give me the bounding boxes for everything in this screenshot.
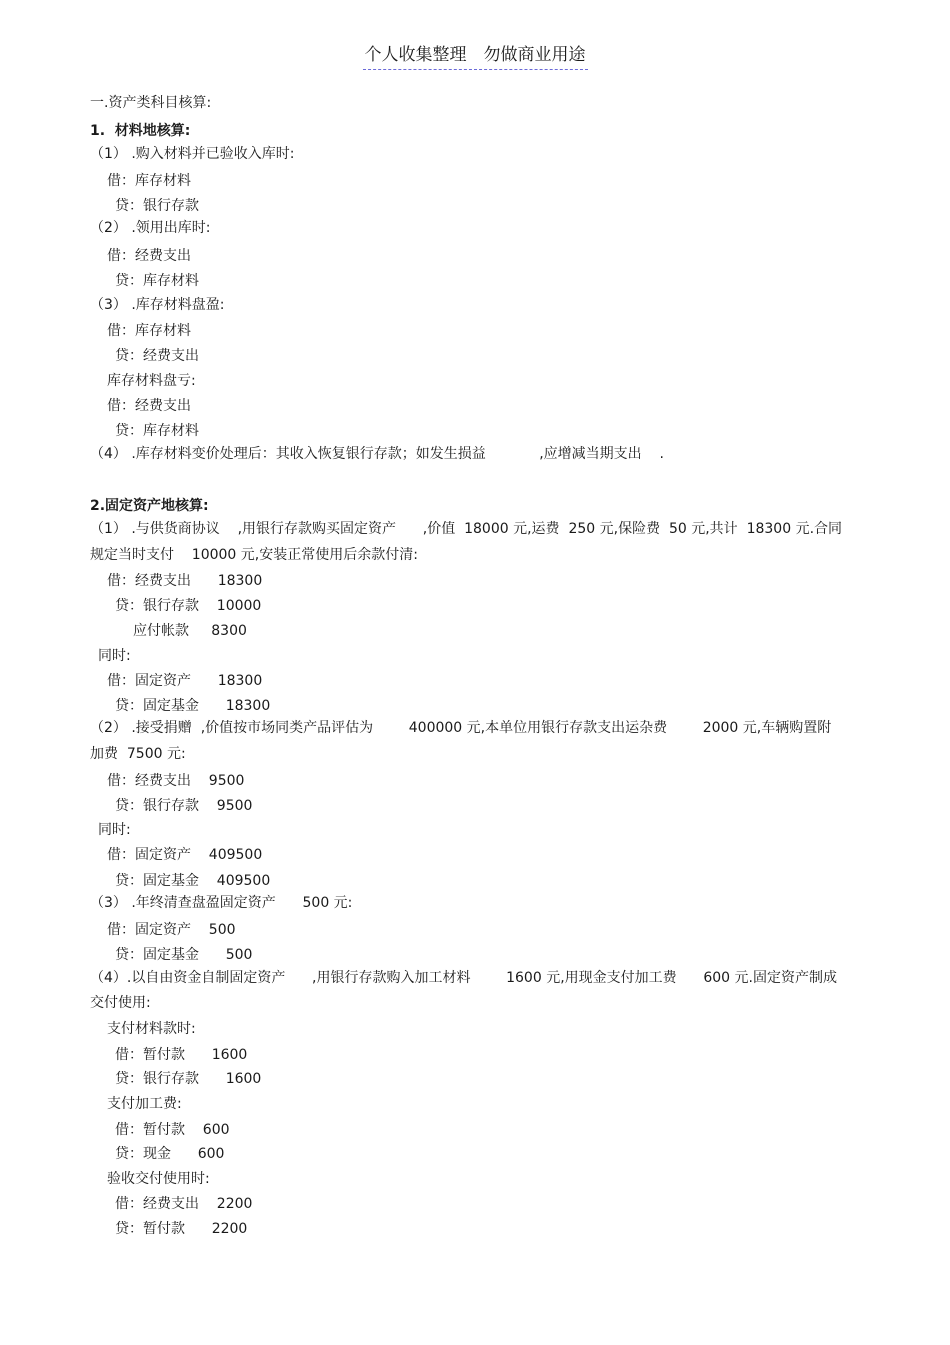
debit-line: 借：经费支出 18300: [107, 573, 263, 589]
debit-line: 借：固定资产 18300: [107, 673, 263, 689]
paragraph-line: （4）.以自由资金自制固定资产 ,用银行存款购入加工材料 1600 元,用现金支付加工费 600 元.固定资产制成: [90, 970, 837, 986]
credit-line: 贷：银行存款 9500: [115, 798, 253, 814]
debit-line: 借：经费支出: [107, 248, 191, 264]
debit-line: 借：库存材料: [107, 323, 191, 339]
debit-line: 借：固定资产 409500: [107, 847, 263, 863]
credit-line: 贷：固定基金 500: [115, 947, 253, 963]
debit-line: 借：库存材料: [107, 173, 191, 189]
debit-line: 借：经费支出 9500: [107, 773, 245, 789]
debit-line: 借：暂付款 1600: [115, 1047, 248, 1063]
credit-line: 贷：经费支出: [115, 348, 199, 364]
sub-item: 同时:: [98, 648, 131, 664]
debit-line: 借：固定资产 500: [107, 922, 236, 938]
page-header: [0, 40, 950, 65]
paragraph-line: 交付使用:: [90, 995, 151, 1011]
credit-line: 应付帐款 8300: [133, 623, 247, 639]
sub-item: 支付加工费:: [107, 1096, 182, 1112]
item-heading: （3） .库存材料盘盈:: [90, 297, 225, 313]
header-text: 个人收集整理 勿做商业用途: [363, 45, 588, 70]
credit-line: 贷：库存材料: [115, 273, 199, 289]
sub-item: 验收交付使用时:: [107, 1171, 210, 1187]
item-heading: （2） .领用出库时:: [90, 220, 211, 236]
paragraph-line: 规定当时支付 10000 元,安装正常使用后余款付清:: [90, 547, 418, 563]
paragraph-line: （3） .年终清查盘盈固定资产 500 元:: [90, 895, 353, 911]
debit-line: 借：经费支出 2200: [115, 1196, 253, 1212]
credit-line: 贷：库存材料: [115, 423, 199, 439]
debit-line: 借：暂付款 600: [115, 1122, 230, 1138]
subsection-title: 2.固定资产地核算:: [90, 498, 209, 514]
item-heading: （1） .购入材料并已验收入库时:: [90, 146, 295, 162]
credit-line: 贷：银行存款 1600: [115, 1071, 262, 1087]
credit-line: 贷：暂付款 2200: [115, 1221, 248, 1237]
section-title: 一.资产类科目核算:: [90, 95, 212, 111]
credit-line: 贷：现金 600: [115, 1146, 225, 1162]
credit-line: 贷：固定基金 18300: [115, 698, 271, 714]
sub-item: 同时:: [98, 822, 131, 838]
credit-line: 贷：银行存款 10000: [115, 598, 262, 614]
paragraph-line: （1） .与供货商协议 ,用银行存款购买固定资产 ,价值 18000 元,运费 250 元,保险费 50 元,共计 18300 元.合同: [90, 521, 843, 537]
debit-line: 借：经费支出: [107, 398, 191, 414]
credit-line: 贷：固定基金 409500: [115, 873, 271, 889]
paragraph-line: （2） .接受捐赠 ,价值按市场同类产品评估为 400000 元,本单位用银行存款支出运杂费 2000 元,车辆购置附: [90, 720, 832, 736]
item-heading: （4） .库存材料变价处理后：其收入恢复银行存款；如发生损益 ,应增减当期支出 .: [90, 446, 664, 462]
paragraph-line: 加费 7500 元:: [90, 746, 186, 762]
sub-item: 支付材料款时:: [107, 1021, 196, 1037]
subsection-title: 1. 材料地核算:: [90, 123, 191, 139]
credit-line: 贷：银行存款: [115, 198, 199, 214]
sub-item: 库存材料盘亏:: [107, 373, 196, 389]
